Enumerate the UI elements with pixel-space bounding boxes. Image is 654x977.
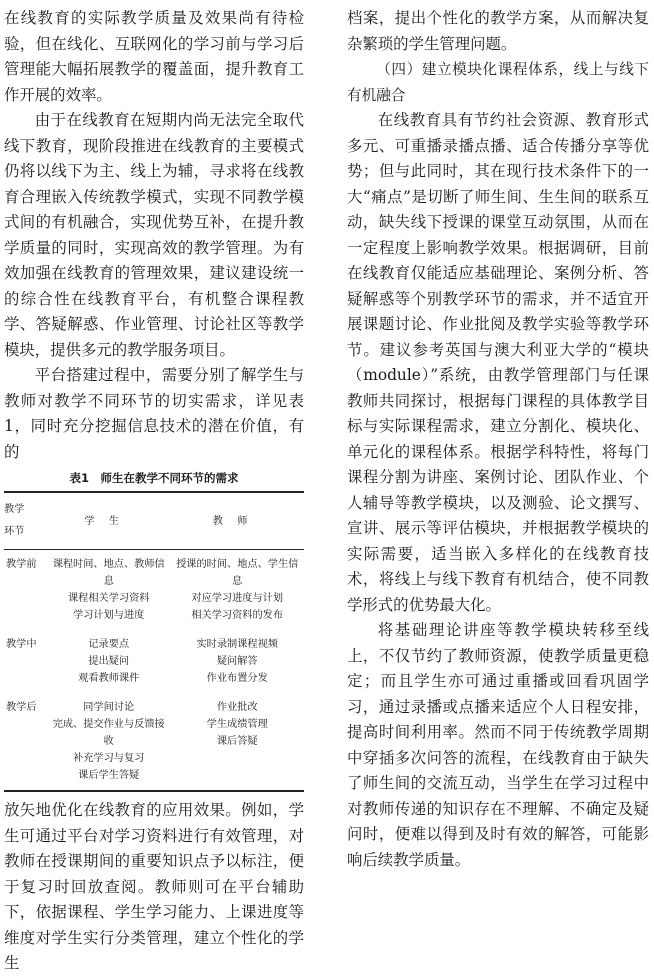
section-heading: （四）建立模块化课程体系，线上与线下有机融合 [347,61,649,104]
table-caption: 表1 师生在教学不同环节的需求 [69,471,239,485]
teacher-cell [170,550,304,631]
student-cell [47,630,170,693]
teacher-need: 作业批改 [216,702,258,713]
table-row [4,693,304,791]
teacher-need: 疑问解答 [216,656,258,667]
right-paragraph-1: 档案，提出个性化的教学方案，从而解决复杂繁琐的学生管理问题。 [347,9,649,53]
header-teacher-label: 教师 [212,515,262,527]
header-student [47,492,170,550]
left-paragraph-3: 平台搭建过程中，需要分别了解学生与教师对教学不同环节的切实需求，详见表1，同时充分挖掘信息技术的潜在价值，有的 [4,366,304,461]
student-need: 补充学习与复习 [73,753,145,764]
teacher-need: 实时录制课程视频 [196,639,278,650]
right-paragraph-3: 将基础理论讲座等教学模块转移至线上，不仅节约了教师资源，使教学质量更稳定；而且学生亦可通过重播或回看巩固学习，通过录播或点播来适应个人日程安排，提高时间利用率。然而不同于传统教学周期中穿插多次问答的流程，在线教育由于缺失了师生间的交流互动，当学生在学习过程中对教师传递的知识存在不理解、不确定及疑问时，便难以得到及时有效的解答，可能影响后续教学质量。 [347,621,649,869]
header-stage-line-1: 教学 [4,504,25,515]
teacher-need: 对应学习进度与计划 [191,593,284,604]
student-need: 课后学生答疑 [78,770,140,781]
header-stage [4,492,47,550]
teacher-cell [170,630,304,693]
teacher-need: 作业布置分发 [206,673,268,684]
table-row [4,630,304,693]
left-paragraph-1: 在线教育的实际教学质量及效果尚有待检验，但在线化、互联网化的学习前与学习后管理能大幅拓展教学的覆盖面，提升教育工作开展的效率。 [4,9,304,104]
student-need: 课程时间、地点、教师信息 [52,559,165,587]
student-need: 观看教师课件 [78,673,140,684]
teacher-need: 授课的时间、地点、学生信息 [176,559,299,587]
header-student-label: 学生 [84,515,134,527]
student-need: 提出疑问 [88,656,130,667]
header-teacher [170,492,304,550]
student-need: 学习计划与进度 [73,610,145,621]
student-need: 同学间讨论 [83,702,135,713]
right-column [347,6,649,873]
table-header-row [4,492,304,550]
teacher-need: 相关学习资料的发布 [191,610,284,621]
student-need: 记录要点 [88,639,130,650]
left-paragraph-4: 放矢地优化在线教育的应用效果。例如，学生可通过平台对学习资料进行有效管理，对教师在授课期间的重要知识点予以标注，便于复习时回放查阅。教师则可在平台辅助下，依据课程、学生学习能力、上课进度等维度对学生实行分类管理，建立个性化的学生 [4,801,304,972]
teacher-need: 课后答疑 [216,736,258,747]
stage-cell: 教学后 [4,693,47,791]
student-need: 完成、提交作业与反馈接收 [52,719,165,747]
left-column [4,6,304,977]
header-stage-line-2: 环节 [4,526,25,537]
teacher-need: 学生成绩管理 [206,719,268,730]
stage-cell: 教学中 [6,639,37,650]
right-paragraph-2: 在线教育具有节约社会资源、教育形式多元、可重播录播点播、适合传播分享等优势；但与此同时，其在现行技术条件下的一大“痛点”是切断了师生间、生生间的联系互动，缺失线下授课的课堂互动氛围，从而在一定程度上影响教学效果。根据调研，目前在线教育仅能适应基础理论、案例分析、答疑解惑等个别教学环节的需求，并不适宜开展课题讨论、作业批阅及教学实验等教学环节。建议参考英国与澳大利亚大学的“模块（module）”系统，由教学管理部门与任课教师共同探讨，根据每门课程的具体教学目标与实际课程需求，建立分割化、模块化、单元化的课程体系。根据学科特性，将每门课程分割为讲座、案例讨论、团队作业、个人辅导等教学模块，以及测验、论文撰写、宣讲、展示等评估模块，并根据教学模块的实际需要，适当嵌入多样化的在线教育技术，将线上与线下教育有机结合，使不同教学形式的优势最大化。 [347,111,649,614]
teacher-cell [170,693,304,791]
student-need: 课程相关学习资料 [67,593,150,604]
needs-table [4,491,304,792]
table-row [4,550,304,631]
stage-cell: 教学前 [6,559,37,570]
student-cell [47,693,170,791]
left-paragraph-2: 由于在线教育在短期内尚无法完全取代线下教育，现阶段推进在线教育的主要模式仍将以线下为主、线上为辅，寻求将在线教育合理嵌入传统教学模式，实现不同教学模式间的有机融合，实现优势互补，在提升教学质量的同时，实现高效的教学管理。为有效加强在线教育的管理效果，建议建设统一的综合性在线教育平台，有机整合课程教学、答疑解惑、作业管理、讨论社区等教学模块，提供多元的教学服务项目。 [4,111,304,359]
student-cell [47,550,170,631]
table-1 [4,469,304,792]
